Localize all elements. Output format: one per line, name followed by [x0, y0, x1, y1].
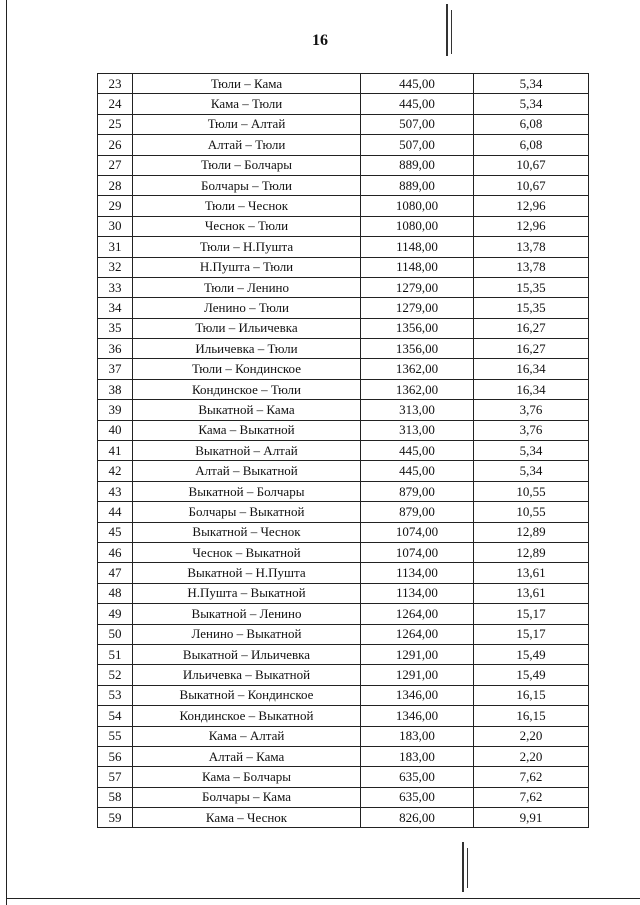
- row-number-cell: 59: [98, 808, 133, 828]
- cost-cell: 7,62: [474, 787, 589, 807]
- row-number-cell: 34: [98, 298, 133, 318]
- route-cell: Алтай – Выкатной: [133, 461, 361, 481]
- row-number-cell: 41: [98, 441, 133, 461]
- distance-cell: 1279,00: [361, 298, 474, 318]
- route-cell: Выкатной – Ильичевка: [133, 644, 361, 664]
- route-cell: Кондинское – Тюли: [133, 379, 361, 399]
- distance-cell: 889,00: [361, 155, 474, 175]
- table-row: [98, 542, 589, 562]
- row-number-cell: 52: [98, 665, 133, 685]
- row-number-cell: 24: [98, 94, 133, 114]
- distance-cell: 1362,00: [361, 359, 474, 379]
- table-row: [98, 563, 589, 583]
- table-row: [98, 216, 589, 236]
- table-row: [98, 277, 589, 297]
- cost-cell: 13,78: [474, 237, 589, 257]
- distance-cell: 1148,00: [361, 237, 474, 257]
- route-cell: Тюли – Болчары: [133, 155, 361, 175]
- cost-cell: 12,89: [474, 522, 589, 542]
- route-cell: Болчары – Кама: [133, 787, 361, 807]
- cost-cell: 3,76: [474, 420, 589, 440]
- route-cell: Алтай – Тюли: [133, 135, 361, 155]
- cost-cell: 15,35: [474, 298, 589, 318]
- distance-cell: 1362,00: [361, 379, 474, 399]
- row-number-cell: 42: [98, 461, 133, 481]
- route-cell: Выкатной – Ленино: [133, 604, 361, 624]
- table-row: [98, 257, 589, 277]
- cost-cell: 12,96: [474, 196, 589, 216]
- row-number-cell: 27: [98, 155, 133, 175]
- cost-cell: 10,55: [474, 481, 589, 501]
- route-cell: Чеснок – Тюли: [133, 216, 361, 236]
- distance-cell: 1279,00: [361, 277, 474, 297]
- distance-cell: 635,00: [361, 787, 474, 807]
- route-cell: Болчары – Выкатной: [133, 502, 361, 522]
- row-number-cell: 49: [98, 604, 133, 624]
- row-number-cell: 26: [98, 135, 133, 155]
- route-cell: Тюли – Ленино: [133, 277, 361, 297]
- table-row: [98, 196, 589, 216]
- distance-cell: 879,00: [361, 502, 474, 522]
- distance-cell: 1134,00: [361, 563, 474, 583]
- route-cell: Ленино – Выкатной: [133, 624, 361, 644]
- distance-cell: 445,00: [361, 461, 474, 481]
- cost-cell: 7,62: [474, 767, 589, 787]
- row-number-cell: 57: [98, 767, 133, 787]
- table-row: [98, 135, 589, 155]
- binding-mark-bottom: [462, 842, 464, 892]
- cost-cell: 16,27: [474, 339, 589, 359]
- distance-cell: 889,00: [361, 175, 474, 195]
- scan-bottom-edge: [6, 898, 640, 899]
- route-cell: Кондинское – Выкатной: [133, 706, 361, 726]
- table-row: [98, 604, 589, 624]
- table-row: [98, 441, 589, 461]
- row-number-cell: 46: [98, 542, 133, 562]
- route-cell: Тюли – Ильичевка: [133, 318, 361, 338]
- route-cell: Ильичевка – Выкатной: [133, 665, 361, 685]
- table-row: [98, 339, 589, 359]
- distance-cell: 445,00: [361, 74, 474, 94]
- distance-cell: 826,00: [361, 808, 474, 828]
- table-row: [98, 624, 589, 644]
- table-row: [98, 787, 589, 807]
- table-row: [98, 502, 589, 522]
- distance-cell: 445,00: [361, 441, 474, 461]
- cost-cell: 10,55: [474, 502, 589, 522]
- route-cell: Кама – Алтай: [133, 726, 361, 746]
- distance-cell: 1346,00: [361, 706, 474, 726]
- route-cell: Чеснок – Выкатной: [133, 542, 361, 562]
- cost-cell: 15,49: [474, 665, 589, 685]
- distance-cell: 879,00: [361, 481, 474, 501]
- distance-cell: 1080,00: [361, 216, 474, 236]
- distance-cell: 1074,00: [361, 542, 474, 562]
- distance-cell: 183,00: [361, 726, 474, 746]
- distance-cell: 1346,00: [361, 685, 474, 705]
- table-row: [98, 481, 589, 501]
- route-cell: Кама – Выкатной: [133, 420, 361, 440]
- table-row: [98, 298, 589, 318]
- route-cell: Выкатной – Болчары: [133, 481, 361, 501]
- distance-cell: 313,00: [361, 420, 474, 440]
- row-number-cell: 43: [98, 481, 133, 501]
- distance-cell: 1291,00: [361, 644, 474, 664]
- distance-cell: 1074,00: [361, 522, 474, 542]
- table-row: [98, 522, 589, 542]
- cost-cell: 10,67: [474, 155, 589, 175]
- route-cell: Выкатной – Кондинское: [133, 685, 361, 705]
- table-row: [98, 685, 589, 705]
- cost-cell: 16,27: [474, 318, 589, 338]
- route-cell: Тюли – Кондинское: [133, 359, 361, 379]
- table-row: [98, 359, 589, 379]
- distance-cell: 1134,00: [361, 583, 474, 603]
- cost-cell: 15,35: [474, 277, 589, 297]
- row-number-cell: 54: [98, 706, 133, 726]
- cost-cell: 16,15: [474, 706, 589, 726]
- route-cell: Выкатной – Кама: [133, 400, 361, 420]
- row-number-cell: 35: [98, 318, 133, 338]
- route-cell: Тюли – Чеснок: [133, 196, 361, 216]
- table-row: [98, 155, 589, 175]
- row-number-cell: 45: [98, 522, 133, 542]
- route-cell: Тюли – Кама: [133, 74, 361, 94]
- cost-cell: 15,49: [474, 644, 589, 664]
- route-cell: Болчары – Тюли: [133, 175, 361, 195]
- distance-table: [97, 73, 589, 828]
- cost-cell: 9,91: [474, 808, 589, 828]
- route-cell: Кама – Тюли: [133, 94, 361, 114]
- table-row: [98, 379, 589, 399]
- distance-cell: 1080,00: [361, 196, 474, 216]
- row-number-cell: 40: [98, 420, 133, 440]
- table-row: [98, 644, 589, 664]
- table-row: [98, 420, 589, 440]
- distance-cell: 507,00: [361, 135, 474, 155]
- cost-cell: 6,08: [474, 135, 589, 155]
- route-cell: Тюли – Н.Пушта: [133, 237, 361, 257]
- row-number-cell: 55: [98, 726, 133, 746]
- cost-cell: 6,08: [474, 114, 589, 134]
- table-row: [98, 706, 589, 726]
- table-body: [98, 74, 589, 828]
- distance-cell: 1356,00: [361, 339, 474, 359]
- route-cell: Кама – Болчары: [133, 767, 361, 787]
- route-cell: Выкатной – Алтай: [133, 441, 361, 461]
- route-cell: Н.Пушта – Выкатной: [133, 583, 361, 603]
- table-row: [98, 746, 589, 766]
- cost-cell: 3,76: [474, 400, 589, 420]
- row-number-cell: 48: [98, 583, 133, 603]
- cost-cell: 16,34: [474, 359, 589, 379]
- table-row: [98, 400, 589, 420]
- cost-cell: 15,17: [474, 604, 589, 624]
- route-cell: Ильичевка – Тюли: [133, 339, 361, 359]
- row-number-cell: 56: [98, 746, 133, 766]
- binding-mark-bottom-2: [467, 848, 468, 888]
- row-number-cell: 53: [98, 685, 133, 705]
- cost-cell: 13,61: [474, 583, 589, 603]
- distance-cell: 1264,00: [361, 604, 474, 624]
- row-number-cell: 36: [98, 339, 133, 359]
- cost-cell: 13,61: [474, 563, 589, 583]
- distance-cell: 1356,00: [361, 318, 474, 338]
- row-number-cell: 23: [98, 74, 133, 94]
- cost-cell: 10,67: [474, 175, 589, 195]
- page-number: 16: [312, 32, 328, 49]
- table-row: [98, 318, 589, 338]
- row-number-cell: 50: [98, 624, 133, 644]
- distance-cell: 635,00: [361, 767, 474, 787]
- cost-cell: 12,89: [474, 542, 589, 562]
- distance-cell: 313,00: [361, 400, 474, 420]
- table-row: [98, 665, 589, 685]
- cost-cell: 5,34: [474, 74, 589, 94]
- cost-cell: 2,20: [474, 746, 589, 766]
- row-number-cell: 25: [98, 114, 133, 134]
- table-row: [98, 726, 589, 746]
- row-number-cell: 44: [98, 502, 133, 522]
- scan-left-edge: [6, 0, 7, 905]
- row-number-cell: 31: [98, 237, 133, 257]
- route-cell: Н.Пушта – Тюли: [133, 257, 361, 277]
- row-number-cell: 58: [98, 787, 133, 807]
- cost-cell: 12,96: [474, 216, 589, 236]
- cost-cell: 5,34: [474, 94, 589, 114]
- route-cell: Ленино – Тюли: [133, 298, 361, 318]
- table-row: [98, 74, 589, 94]
- row-number-cell: 39: [98, 400, 133, 420]
- row-number-cell: 29: [98, 196, 133, 216]
- route-cell: Выкатной – Чеснок: [133, 522, 361, 542]
- row-number-cell: 30: [98, 216, 133, 236]
- table-row: [98, 808, 589, 828]
- table-row: [98, 94, 589, 114]
- distance-cell: 1264,00: [361, 624, 474, 644]
- row-number-cell: 38: [98, 379, 133, 399]
- route-cell: Кама – Чеснок: [133, 808, 361, 828]
- row-number-cell: 51: [98, 644, 133, 664]
- distance-cell: 1291,00: [361, 665, 474, 685]
- row-number-cell: 47: [98, 563, 133, 583]
- route-cell: Выкатной – Н.Пушта: [133, 563, 361, 583]
- row-number-cell: 32: [98, 257, 133, 277]
- table-row: [98, 237, 589, 257]
- row-number-cell: 28: [98, 175, 133, 195]
- cost-cell: 5,34: [474, 441, 589, 461]
- distance-cell: 183,00: [361, 746, 474, 766]
- table-row: [98, 114, 589, 134]
- distance-cell: 1148,00: [361, 257, 474, 277]
- cost-cell: 16,34: [474, 379, 589, 399]
- row-number-cell: 33: [98, 277, 133, 297]
- distance-cell: 445,00: [361, 94, 474, 114]
- table-row: [98, 583, 589, 603]
- row-number-cell: 37: [98, 359, 133, 379]
- route-cell: Алтай – Кама: [133, 746, 361, 766]
- cost-cell: 5,34: [474, 461, 589, 481]
- table-row: [98, 767, 589, 787]
- cost-cell: 13,78: [474, 257, 589, 277]
- route-cell: Тюли – Алтай: [133, 114, 361, 134]
- cost-cell: 16,15: [474, 685, 589, 705]
- table-row: [98, 461, 589, 481]
- cost-cell: 2,20: [474, 726, 589, 746]
- distance-cell: 507,00: [361, 114, 474, 134]
- table-row: [98, 175, 589, 195]
- cost-cell: 15,17: [474, 624, 589, 644]
